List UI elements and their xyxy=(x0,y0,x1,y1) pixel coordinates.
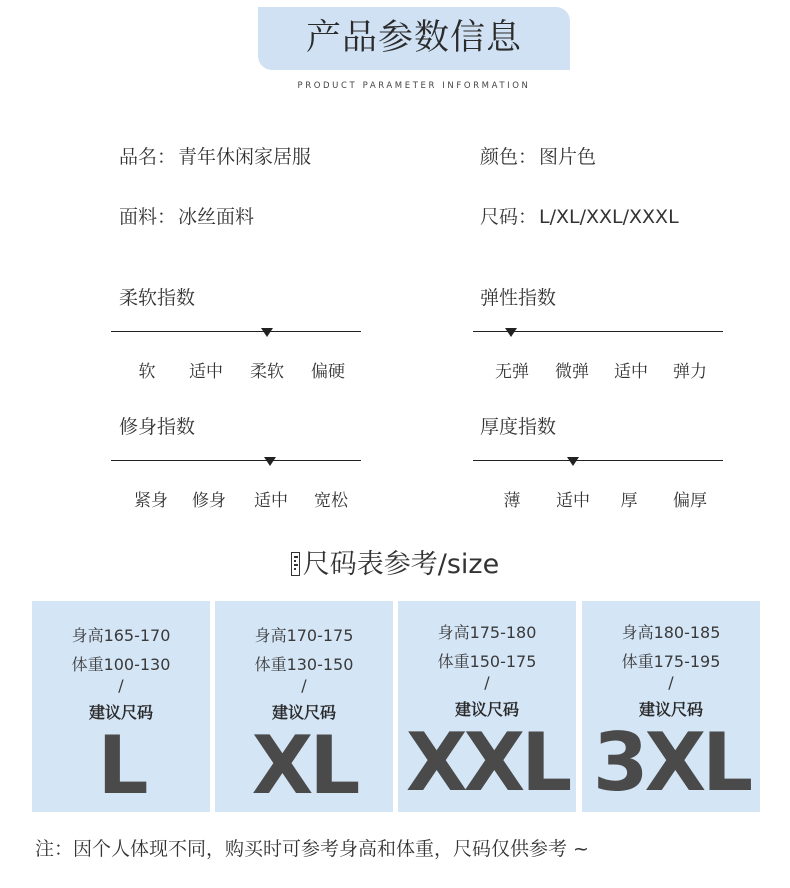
elasticity-tick: 适中 xyxy=(614,362,648,382)
softness-scale-line xyxy=(111,331,361,332)
product-sizes-value: L/XL/XXL/XXXL xyxy=(539,206,679,228)
elasticity-marker-icon xyxy=(505,328,517,337)
size-section-title-text: 尺码表参考/size xyxy=(302,549,500,580)
card-size-value: 3XL xyxy=(592,716,750,809)
card-height: 身高175-180 xyxy=(437,623,537,642)
softness-tick: 软 xyxy=(138,362,156,382)
card-recommend-label: 建议尺码 xyxy=(454,700,519,719)
softness-tick: 适中 xyxy=(189,362,223,382)
card-weight: 体重100-130 xyxy=(71,655,171,674)
fit-marker-icon xyxy=(264,457,276,466)
elasticity-tick: 微弹 xyxy=(555,362,589,382)
page-title: 产品参数信息 xyxy=(305,18,522,58)
product-name xyxy=(119,142,311,169)
card-height: 身高165-170 xyxy=(71,626,171,645)
product-sizes-label: 尺码： xyxy=(480,206,538,228)
card-weight: 体重150-175 xyxy=(437,652,537,671)
size-card-xxl xyxy=(398,601,576,812)
thickness-title: 厚度指数 xyxy=(480,416,557,438)
thickness-tick: 偏厚 xyxy=(673,491,707,511)
page-subtitle: PRODUCT PARAMETER INFORMATION xyxy=(297,81,531,91)
card-recommend-label: 建议尺码 xyxy=(271,703,336,722)
size-card-l xyxy=(32,601,210,812)
product-fabric-value: 冰丝面料 xyxy=(178,206,255,228)
card-separator: / xyxy=(301,676,307,695)
size-card-xl xyxy=(215,601,393,812)
size-card-3xl xyxy=(582,601,760,812)
product-name-value: 青年休闲家居服 xyxy=(178,146,312,168)
size-section-title xyxy=(0,542,790,581)
elasticity-tick: 弹力 xyxy=(673,362,707,382)
product-color xyxy=(480,142,596,169)
card-recommend-label: 建议尺码 xyxy=(638,700,703,719)
card-size-value: XL xyxy=(251,719,357,812)
elasticity-tick: 无弹 xyxy=(495,362,529,382)
card-separator: / xyxy=(118,676,124,695)
softness-marker-icon xyxy=(261,328,273,337)
product-color-label: 颜色： xyxy=(480,146,538,168)
fit-tick: 修身 xyxy=(192,491,226,511)
product-name-label: 品名： xyxy=(119,146,177,168)
card-separator: / xyxy=(484,673,490,692)
fit-title: 修身指数 xyxy=(119,416,196,438)
product-fabric-label: 面料： xyxy=(119,206,177,228)
fit-scale-line xyxy=(111,460,361,461)
card-height: 身高180-185 xyxy=(621,623,721,642)
thickness-scale-line xyxy=(473,460,723,461)
thickness-tick: 薄 xyxy=(503,491,521,511)
card-recommend-label: 建议尺码 xyxy=(88,703,153,722)
elasticity-title: 弹性指数 xyxy=(480,287,557,309)
softness-tick: 偏硬 xyxy=(311,362,345,382)
card-height: 身高170-175 xyxy=(254,626,354,645)
thickness-marker-icon xyxy=(567,457,579,466)
card-size-value: XXL xyxy=(405,716,569,809)
fit-tick: 宽松 xyxy=(314,491,348,511)
footer-note: 注：因个人体现不同，购买时可参考身高和体重，尺码仅供参考 ~ xyxy=(35,838,589,860)
softness-title: 柔软指数 xyxy=(119,287,196,309)
softness-tick: 柔软 xyxy=(250,362,284,382)
card-size-value: L xyxy=(97,719,145,812)
card-weight: 体重130-150 xyxy=(254,655,354,674)
fit-tick: 适中 xyxy=(254,491,288,511)
product-sizes xyxy=(480,202,679,229)
card-separator: / xyxy=(668,673,674,692)
fit-tick: 紧身 xyxy=(134,491,168,511)
thickness-tick: 厚 xyxy=(620,491,638,511)
product-fabric xyxy=(119,202,254,229)
ruler-icon xyxy=(291,552,300,576)
thickness-tick: 适中 xyxy=(556,491,590,511)
product-color-value: 图片色 xyxy=(539,146,597,168)
card-weight: 体重175-195 xyxy=(621,652,721,671)
